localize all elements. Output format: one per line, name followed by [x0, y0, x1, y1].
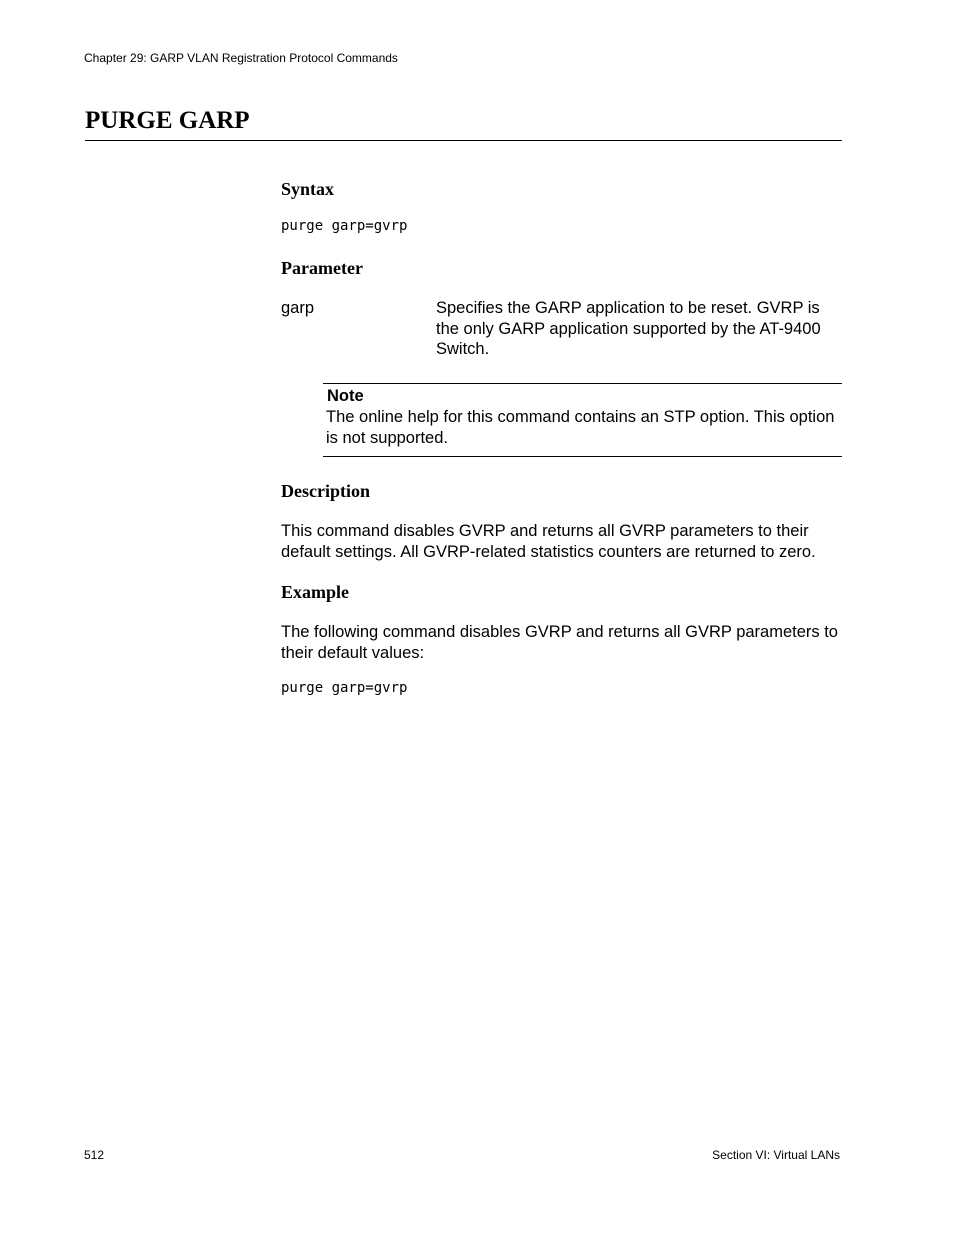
parameter-description: Specifies the GARP application to be reset. GVRP is the only GARP application supported by the AT-9400 Switch. — [436, 299, 821, 358]
title-divider — [85, 140, 842, 141]
page-title: PURGE GARP — [85, 107, 250, 134]
parameter-name: garp — [281, 299, 315, 317]
note-label: Note — [327, 387, 364, 405]
description-text: This command disables GVRP and returns all GVRP parameters to their default settings. All GVRP-related statistics counters are returned to zero. — [281, 522, 816, 561]
footer-section: Section VI: Virtual LANs — [712, 1148, 840, 1162]
note-top-rule — [323, 383, 842, 384]
note-text: The online help for this command contains an STP option. This option is not supported. — [326, 408, 835, 447]
example-text: The following command disables GVRP and returns all GVRP parameters to their default values: — [281, 623, 838, 662]
note-bottom-rule — [323, 456, 842, 457]
page-number: 512 — [84, 1148, 105, 1162]
example-heading: Example — [281, 582, 350, 602]
example-code: purge garp=gvrp — [281, 680, 408, 696]
parameter-heading: Parameter — [281, 258, 363, 278]
running-head: Chapter 29: GARP VLAN Registration Protocol Commands — [84, 51, 398, 65]
description-heading: Description — [281, 481, 370, 501]
syntax-code: purge garp=gvrp — [281, 218, 408, 234]
syntax-heading: Syntax — [281, 179, 335, 199]
